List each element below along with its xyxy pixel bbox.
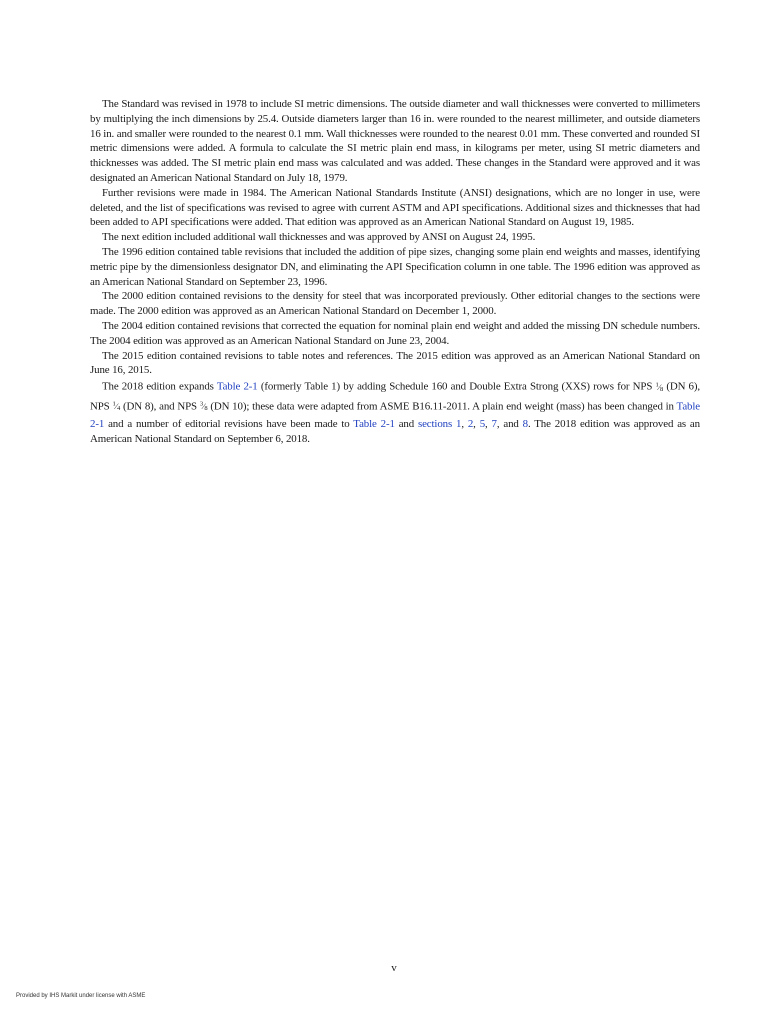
fraction-numerator: 3: [199, 400, 203, 408]
section-2-link[interactable]: 2: [467, 417, 474, 430]
paragraph-2000-edition: The 2000 edition contained revisions to the density for steel that was incorporated previously. Other editorial changes to the sections were made. The 2000 edition was approved as an American National Standard on December 1, 2000.: [90, 290, 700, 318]
section-5-link[interactable]: 5: [479, 417, 486, 430]
paragraph-2015-edition: The 2015 edition contained revisions to table notes and references. The 2015 edition was approved as an American National Standard on June 16, 2015.: [90, 349, 700, 377]
fraction-one-eighth: $^1⁄_8$: [655, 381, 664, 393]
paragraph-1984-revision: Further revisions were made in 1984. The American National Standards Institute (ANSI) designations, which are no longer in use, were deleted, and the list of specifications was revised to agree with current ASTM and API specifications. Additional sizes and thicknesses that had been added to API specifications were added. That edition was approved as an American National Standard on August 19, 1985.: [90, 186, 700, 229]
text-run: The 2018 edition expands: [102, 380, 217, 393]
separator: ,: [461, 417, 468, 430]
foreword-text: [90, 97, 700, 446]
paragraph-1995-edition: The next edition included additional wall thicknesses and was approved by ANSI on August 24, 1995.: [102, 231, 536, 244]
text-run: (DN 10); these data were adapted from ASME B16.11-2011. A plain end weight (mass) has been changed in: [207, 400, 677, 413]
text-run: (DN 6), NPS: [90, 380, 700, 413]
table-2-1-link[interactable]: Table 2-1: [90, 400, 700, 430]
fraction-numerator: 1: [655, 381, 659, 389]
fraction-three-eighths: $^3⁄_8$: [199, 400, 208, 413]
text-run: (formerly Table 1) by adding Schedule 160 and Double Extra Strong (XXS) rows for NPS: [257, 380, 656, 393]
paragraph-2018-edition: [90, 378, 700, 446]
page-number: v: [391, 962, 397, 974]
paragraph-1978-revision: The Standard was revised in 1978 to include SI metric dimensions. The outside diameter and wall thicknesses were converted to millimeters by multiplying the inch dimensions by 25.4. Outside diameters larger than 16 in. were rounded to the nearest millimeter, and outside diameters 16 in. and smaller were rounded to the nearest 0.1 mm. Wall thicknesses were rounded to the nearest 0.01 mm. These converted and rounded SI metric dimensions were added. A formula to calculate the SI metric plain end mass, in kilograms per meter, using SI metric diameters and thicknesses was added. The SI metric plain end mass was calculated and was added. These changes in the Standard were approved and it was designated an American National Standard on July 18, 1979.: [90, 98, 700, 184]
text-run: and: [394, 417, 418, 430]
fraction-one-quarter: $^1⁄_4$: [112, 400, 121, 413]
fraction-denominator: 4: [116, 405, 121, 413]
fraction-denominator: 8: [659, 385, 664, 393]
fraction-denominator: 8: [204, 405, 208, 413]
section-8-link[interactable]: 8: [522, 417, 528, 430]
text-run: (DN 8), and NPS: [120, 400, 200, 413]
text-run: . The 2018 edition was approved as an American National Standard on September 6, 2018.: [90, 417, 700, 445]
separator: ,: [473, 417, 480, 430]
table-2-1-link[interactable]: Table 2-1: [216, 380, 258, 393]
separator: ,: [485, 417, 492, 430]
text-run: and a number of editorial revisions have been made to: [104, 417, 354, 430]
license-footer: Provided by IHS Markit under license with ASME: [16, 993, 146, 999]
table-2-1-link[interactable]: Table 2-1: [353, 417, 395, 430]
section-7-link[interactable]: 7: [491, 417, 497, 430]
paragraph-1996-edition: The 1996 edition contained table revisions that included the addition of pipe sizes, changing some plain end weights and masses, identifying metric pipe by the dimensionless designator DN, and eliminating the API Specification column in one table. The 1996 edition was approved as an American National Standard on September 23, 1996.: [90, 245, 700, 288]
section-1-link[interactable]: sections 1: [417, 417, 462, 430]
fraction-numerator: 1: [112, 400, 116, 408]
text-run: , and: [496, 417, 523, 430]
paragraph-2004-edition: The 2004 edition contained revisions that corrected the equation for nominal plain end weight and added the missing DN schedule numbers. The 2004 edition was approved as an American National Standard on June 23, 2004.: [90, 319, 700, 347]
